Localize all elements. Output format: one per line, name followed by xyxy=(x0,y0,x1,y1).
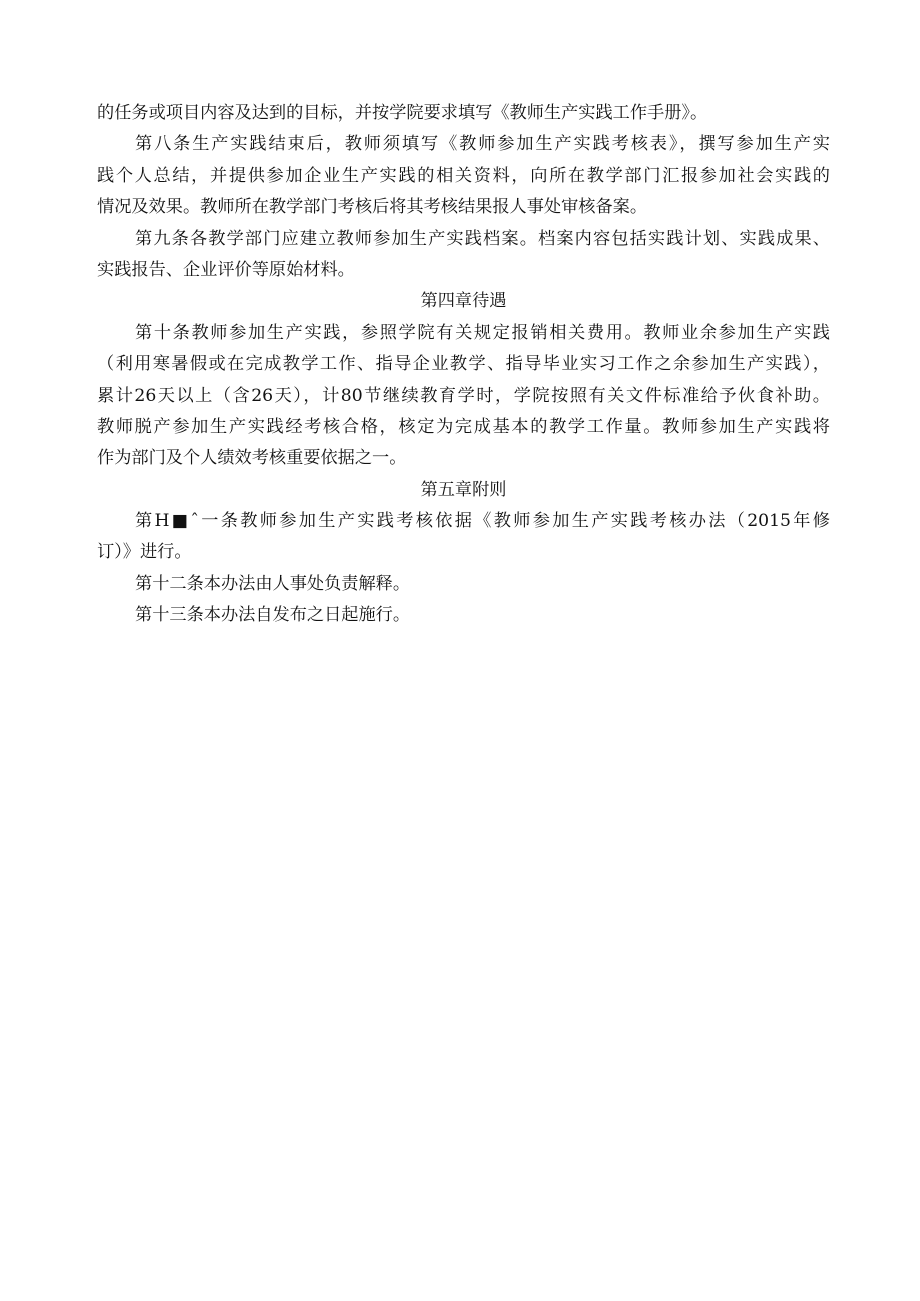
article-8-line: 第八条生产实践结束后，教师须填写《教师参加生产实践考核表》，撰写参加生产实 xyxy=(135,134,830,155)
article-11-line: 第H■ˆ一条教师参加生产实践考核依据《教师参加生产实践考核办法（2015年修 xyxy=(135,511,830,532)
text-line: 实践报告、企业评价等原始材料。 xyxy=(97,259,355,280)
article-9-line: 第九条各教学部门应建立教师参加生产实践档案。档案内容包括实践计划、实践成果、 xyxy=(135,228,830,249)
text-line: 累计26天以上（含26天），计80节继续教育学时，学院按照有关文件标准给予伙食补助。 xyxy=(97,385,830,406)
article-12-line: 第十二条本办法由人事处负责解释。 xyxy=(135,573,411,594)
article-13-line: 第十三条本办法自发布之日起施行。 xyxy=(135,605,411,626)
article-10-line: 第十条教师参加生产实践，参照学院有关规定报销相关费用。教师业余参加生产实践 xyxy=(135,322,830,343)
chapter-4-heading: 第四章待遇 xyxy=(420,291,507,312)
chapter-5-heading: 第五章附则 xyxy=(420,479,507,500)
text-line: 情况及效果。教师所在教学部门考核后将其考核结果报人事处审核备案。 xyxy=(97,197,648,218)
text-line: 践个人总结，并提供参加企业生产实践的相关资料，向所在教学部门汇报参加社会实践的 xyxy=(97,165,830,186)
text-line: 订）》进行。 xyxy=(97,542,192,563)
text-line: 作为部门及个人绩效考核重要依据之一。 xyxy=(97,448,407,469)
text-line: （利用寒暑假或在完成教学工作、指导企业教学、指导毕业实习工作之余参加生产实践）， xyxy=(97,354,830,375)
document-body xyxy=(97,98,830,632)
text-line: 教师脱产参加生产实践经考核合格，核定为完成基本的教学工作量。教师参加生产实践将 xyxy=(97,416,830,437)
text-line: 的任务或项目内容及达到的目标，并按学院要求填写《教师生产实践工作手册》。 xyxy=(97,103,708,123)
